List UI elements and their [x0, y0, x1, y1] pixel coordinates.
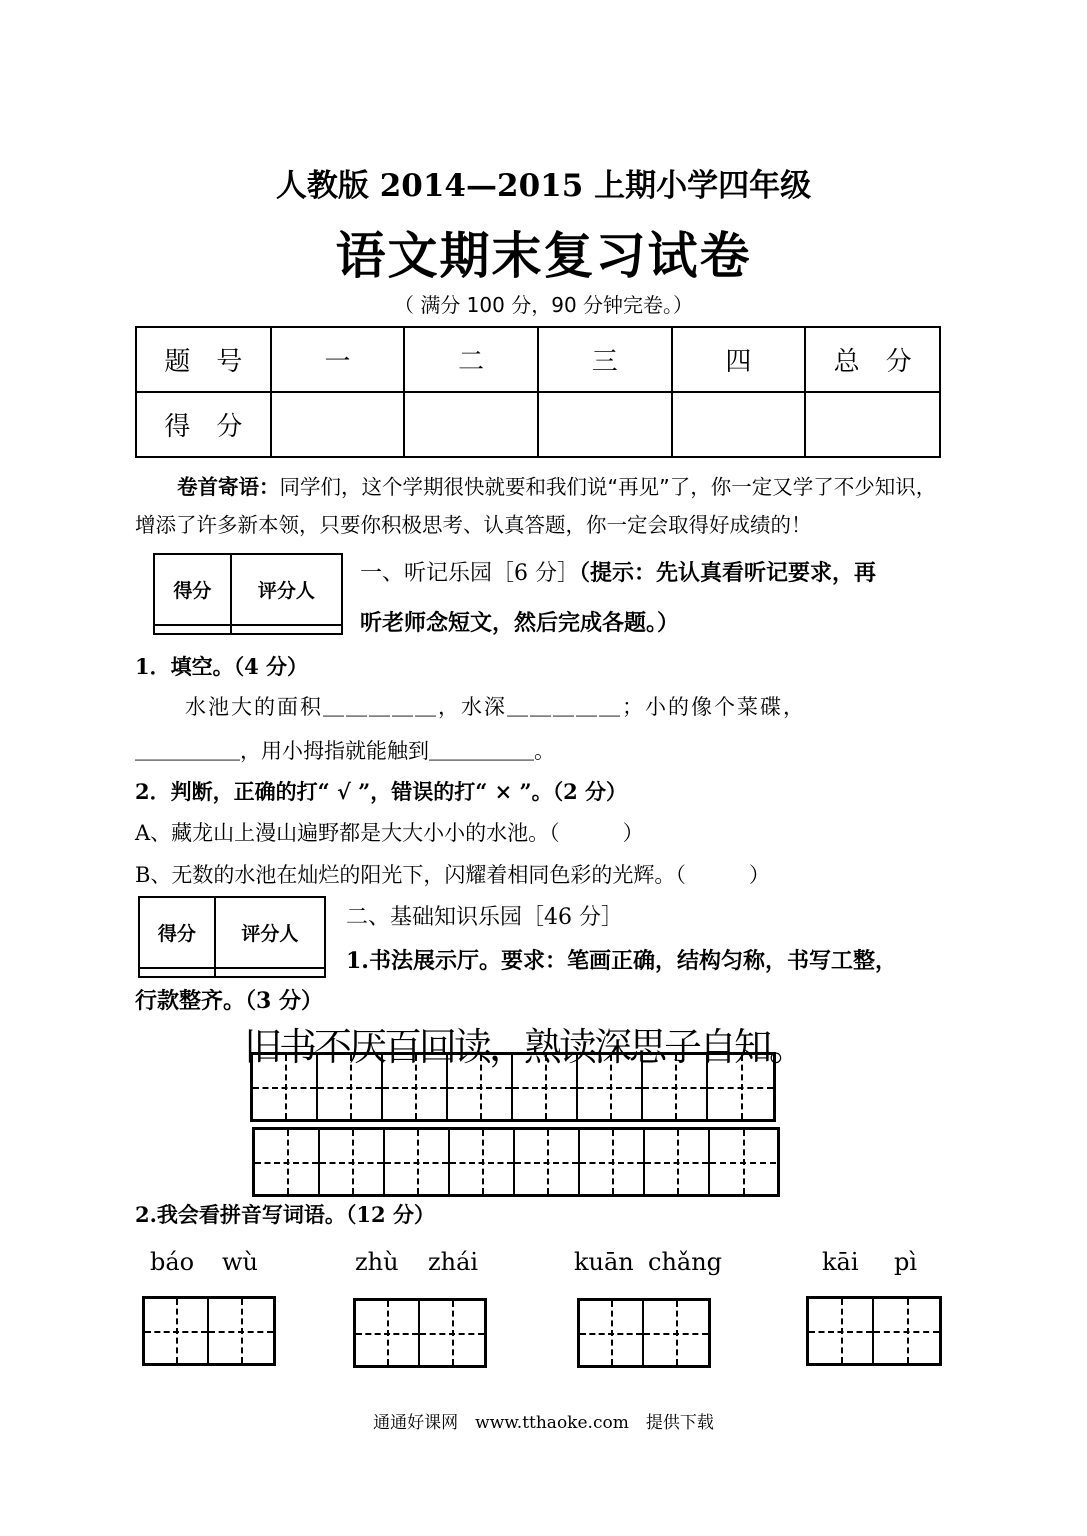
- writing-cell[interactable]: [710, 1130, 776, 1194]
- grader-box-1: [153, 553, 343, 635]
- q1-title: 1．填空。（4 分）: [135, 654, 309, 679]
- calligraphy-model-text: 旧书不厌百回读，熟读深思子自知。: [244, 1025, 805, 1069]
- score-table-col: 总 分: [805, 327, 940, 392]
- section1-hint-line2: 听老师念短文，然后完成各题。）: [360, 610, 680, 636]
- q2-title: 2．判断，正确的打“ √ ”，错误的打“ × ”。（2 分）: [135, 779, 627, 804]
- writing-cell[interactable]: [578, 1055, 643, 1119]
- grader-score-label: 得分: [139, 897, 215, 968]
- q1-line1: 水池大的面积＿＿＿＿＿，水深＿＿＿＿＿；小的像个菜碟，: [185, 695, 806, 719]
- intro-paragraph: [135, 468, 955, 544]
- grader-score-label: 得分: [154, 554, 231, 625]
- score-cell[interactable]: [404, 392, 538, 457]
- calligraphy-grid-row-2[interactable]: [252, 1127, 780, 1197]
- score-table-row-header: 得 分: [136, 392, 271, 457]
- exam-subtitle: （ 满分 100 分，90 分钟完卷。）: [393, 293, 694, 317]
- writing-cell[interactable]: [356, 1301, 420, 1365]
- writing-cell[interactable]: [580, 1301, 644, 1365]
- grader-name-cell[interactable]: [231, 625, 342, 634]
- writing-cell[interactable]: [450, 1130, 515, 1194]
- pinyin-2b: zhái: [428, 1248, 479, 1276]
- writing-cell[interactable]: [708, 1055, 773, 1119]
- score-cell[interactable]: [271, 392, 405, 457]
- writing-cell[interactable]: [253, 1055, 318, 1119]
- q1-line2: ＿＿＿＿＿，用小拇指就能触到＿＿＿＿＿。: [135, 739, 555, 763]
- writing-cell[interactable]: [318, 1055, 383, 1119]
- writing-cell[interactable]: [645, 1130, 710, 1194]
- pinyin-answer-box-3[interactable]: [577, 1298, 711, 1368]
- section1-heading: [360, 556, 960, 587]
- score-table-col: 四: [672, 327, 806, 392]
- writing-cell[interactable]: [448, 1055, 513, 1119]
- writing-cell[interactable]: [580, 1130, 645, 1194]
- writing-cell[interactable]: [383, 1055, 448, 1119]
- pinyin-answer-box-4[interactable]: [806, 1296, 942, 1366]
- score-cell[interactable]: [538, 392, 672, 457]
- writing-cell[interactable]: [874, 1299, 939, 1363]
- intro-label: 卷首寄语：: [177, 475, 280, 499]
- writing-cell[interactable]: [255, 1130, 320, 1194]
- writing-cell[interactable]: [643, 1055, 708, 1119]
- writing-cell[interactable]: [145, 1299, 209, 1363]
- writing-cell[interactable]: [385, 1130, 450, 1194]
- writing-cell[interactable]: [515, 1130, 580, 1194]
- pinyin-answer-box-1[interactable]: [142, 1296, 276, 1366]
- score-table: [135, 326, 941, 458]
- grader-box-2: [138, 896, 326, 978]
- page-footer: 通通好课网 www.tthaoke.com 提供下载: [373, 1413, 714, 1433]
- calligraphy-grid-row-1[interactable]: [250, 1052, 776, 1122]
- pinyin-answer-box-2[interactable]: [353, 1298, 487, 1368]
- writing-cell[interactable]: [809, 1299, 874, 1363]
- pinyin-1a: báo: [150, 1248, 195, 1276]
- score-cell[interactable]: [672, 392, 806, 457]
- section2-q1-line1: 1.书法展示厅。要求：笔画正确，结构匀称，书写工整，: [346, 948, 897, 974]
- pinyin-3a: kuān: [574, 1248, 634, 1276]
- score-table-row-header: 题 号: [136, 327, 271, 392]
- section2-heading: 二、基础知识乐园［46 分］: [346, 905, 623, 930]
- writing-cell[interactable]: [644, 1301, 708, 1365]
- score-cell[interactable]: [805, 392, 940, 457]
- writing-cell[interactable]: [420, 1301, 484, 1365]
- score-table-col: 一: [271, 327, 405, 392]
- writing-cell[interactable]: [320, 1130, 385, 1194]
- q2-option-a: A、藏龙山上漫山遍野都是大大小小的水池。（ ）: [135, 821, 644, 845]
- grader-name-label: 评分人: [215, 897, 325, 968]
- score-table-col: 三: [538, 327, 672, 392]
- grader-name-cell[interactable]: [215, 968, 325, 977]
- score-table-header-row: [136, 327, 940, 392]
- intro-text: 同学们，这个学期很快就要和我们说“再见”了，你一定又学了不少知识，增添了许多新本领，只要你积极思考、认真答题，你一定会取得好成绩的！: [135, 475, 937, 537]
- score-table-score-row: [136, 392, 940, 457]
- exam-title-line1: 人教版 2014—2015 上期小学四年级: [275, 168, 812, 204]
- score-table-col: 二: [404, 327, 538, 392]
- q2-option-b: B、无数的水池在灿烂的阳光下，闪耀着相同色彩的光辉。（ ）: [135, 863, 770, 887]
- writing-cell[interactable]: [513, 1055, 578, 1119]
- pinyin-1b: wù: [222, 1248, 258, 1276]
- grader-name-label: 评分人: [231, 554, 342, 625]
- pinyin-4a: kāi: [822, 1248, 859, 1276]
- pinyin-4b: pì: [894, 1248, 918, 1276]
- grader-score-cell[interactable]: [139, 968, 215, 977]
- writing-cell[interactable]: [209, 1299, 273, 1363]
- exam-title-line2: 语文期末复习试卷: [335, 226, 752, 285]
- pinyin-2a: zhù: [355, 1248, 399, 1276]
- section2-q2-title: 2.我会看拼音写词语。（12 分）: [135, 1202, 435, 1227]
- grader-score-cell[interactable]: [154, 625, 231, 634]
- section1-title: 一、听记乐园［6 分］: [360, 561, 579, 586]
- pinyin-3b: chǎng: [648, 1248, 723, 1276]
- section1-hint: （提示：先认真看听记要求，再: [579, 560, 877, 586]
- section2-q1-line2: 行款整齐。（3 分）: [135, 988, 323, 1014]
